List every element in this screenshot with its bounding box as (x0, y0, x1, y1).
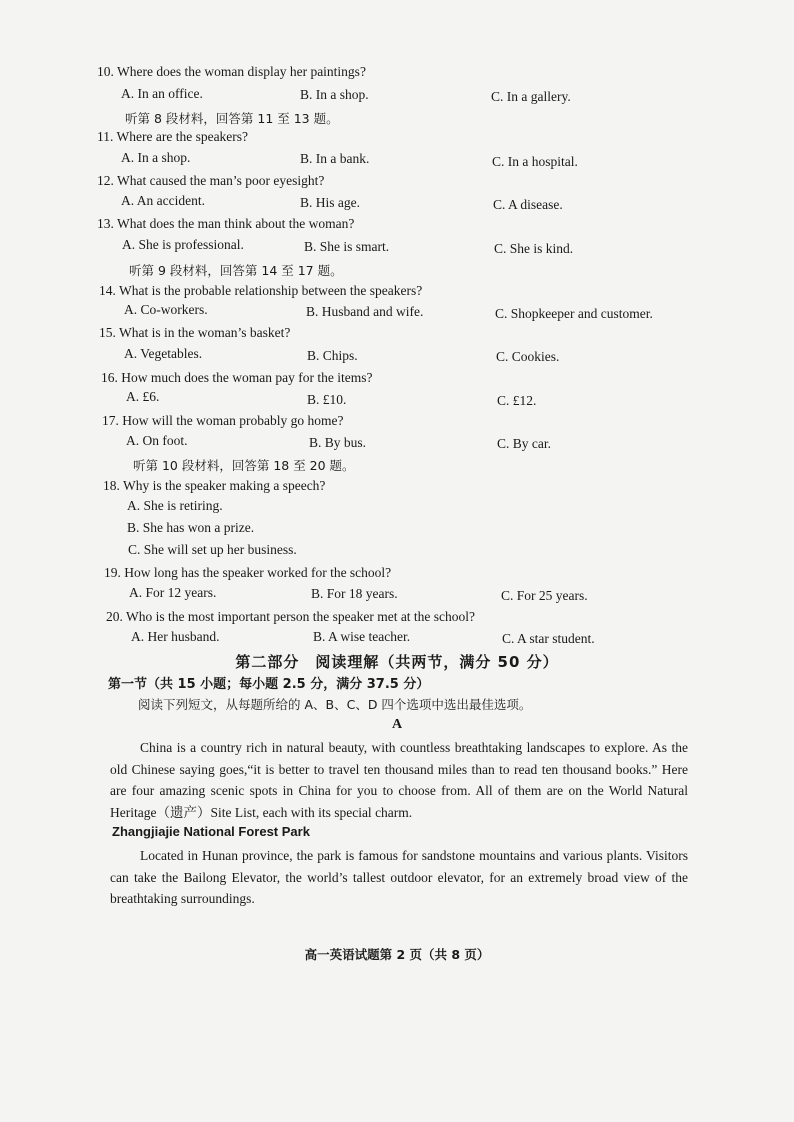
q12-option-b: B. His age. (300, 195, 360, 210)
spot-heading-zhangjiajie: Zhangjiajie National Forest Park (112, 824, 310, 839)
q14-option-a: A. Co-workers. (124, 302, 208, 317)
q16-option-c: C. £12. (497, 393, 537, 408)
q19-option-a: A. For 12 years. (129, 585, 217, 600)
q15-option-a: A. Vegetables. (124, 346, 203, 361)
q20-option-a: A. Her husband. (131, 629, 220, 644)
q17-option-c: C. By car. (497, 436, 551, 451)
paragraph-2-text: Located in Hunan province, the park is famous for sandstone mountains and various plants. Visitors can take the Bailong Elevator, the world’s tallest outdoor elevator, for an extremely broad view of the breathtaking surroundings. (110, 848, 688, 906)
passage-paragraph-2 (110, 845, 688, 910)
q12-option-a: A. An accident. (121, 193, 205, 208)
question-15: 15. What is in the woman’s basket? (99, 325, 291, 340)
q17-option-b: B. By bus. (309, 435, 367, 450)
q13-option-c: C. She is kind. (494, 241, 574, 256)
reading-directions: 阅读下列短文，从每题所给的 A、B、C、D 四个选项中选出最佳选项。 (138, 697, 532, 712)
question-20: 20. Who is the most important person the speaker met at the school? (106, 609, 476, 624)
question-19: 19. How long has the speaker worked for the school? (104, 565, 392, 580)
q14-option-b: B. Husband and wife. (306, 304, 424, 319)
q20-option-c: C. A star student. (502, 631, 595, 646)
question-11: 11. Where are the speakers? (97, 129, 249, 144)
q18-option-a: A. She is retiring. (127, 498, 223, 513)
section1-title: 第一节（共 15 小题；每小题 2.5 分，满分 37.5 分） (108, 677, 430, 692)
passage-paragraph-1 (110, 737, 688, 823)
q16-option-a: A. £6. (126, 389, 160, 404)
q11-option-a: A. In a shop. (121, 150, 191, 165)
part2-title: 第二部分 阅读理解（共两节，满分 50 分） (235, 653, 559, 671)
passage-letter: A (391, 717, 403, 732)
q19-option-c: C. For 25 years. (501, 588, 588, 603)
q11-option-c: C. In a hospital. (492, 154, 578, 169)
paragraph-1-text: China is a country rich in natural beauty, with countless breathtaking landscapes to explore. As the old Chinese saying goes,“it is better to travel ten thousand miles than to read ten thousand books.” Here are four amazing scenic spots in China for you to choose from. All of them are on the World Natural Heritage（遗产）Site List, each with its special charm. (110, 740, 688, 820)
question-16: 16. How much does the woman pay for the items? (101, 370, 373, 385)
question-12: 12. What caused the man’s poor eyesight? (97, 173, 325, 188)
instruction-segment-8: 听第 8 段材料，回答第 11 至 13 题。 (125, 111, 339, 126)
q14-option-c: C. Shopkeeper and customer. (495, 306, 653, 321)
q10-option-c: C. In a gallery. (491, 89, 571, 104)
question-17: 17. How will the woman probably go home? (102, 413, 344, 428)
page-footer: 高一英语试题第 2 页（共 8 页） (304, 947, 490, 962)
question-18: 18. Why is the speaker making a speech? (103, 478, 326, 493)
q11-option-b: B. In a bank. (300, 151, 370, 166)
q13-option-a: A. She is professional. (122, 237, 244, 252)
q20-option-b: B. A wise teacher. (313, 629, 411, 644)
question-10: 10. Where does the woman display her paintings? (97, 64, 366, 79)
q13-option-b: B. She is smart. (304, 239, 390, 254)
q18-option-c: C. She will set up her business. (128, 542, 297, 557)
q19-option-b: B. For 18 years. (311, 586, 398, 601)
question-14: 14. What is the probable relationship between the speakers? (99, 283, 423, 298)
instruction-segment-10: 听第 10 段材料，回答第 18 至 20 题。 (133, 458, 355, 473)
q10-option-b: B. In a shop. (300, 87, 369, 102)
question-13: 13. What does the man think about the woman? (97, 216, 355, 231)
instruction-segment-9: 听第 9 段材料，回答第 14 至 17 题。 (129, 263, 343, 278)
q15-option-c: C. Cookies. (496, 349, 560, 364)
q15-option-b: B. Chips. (307, 348, 358, 363)
q17-option-a: A. On foot. (126, 433, 188, 448)
q10-option-a: A. In an office. (121, 86, 203, 101)
q12-option-c: C. A disease. (493, 197, 563, 212)
q16-option-b: B. £10. (307, 392, 347, 407)
q18-option-b: B. She has won a prize. (127, 520, 255, 535)
